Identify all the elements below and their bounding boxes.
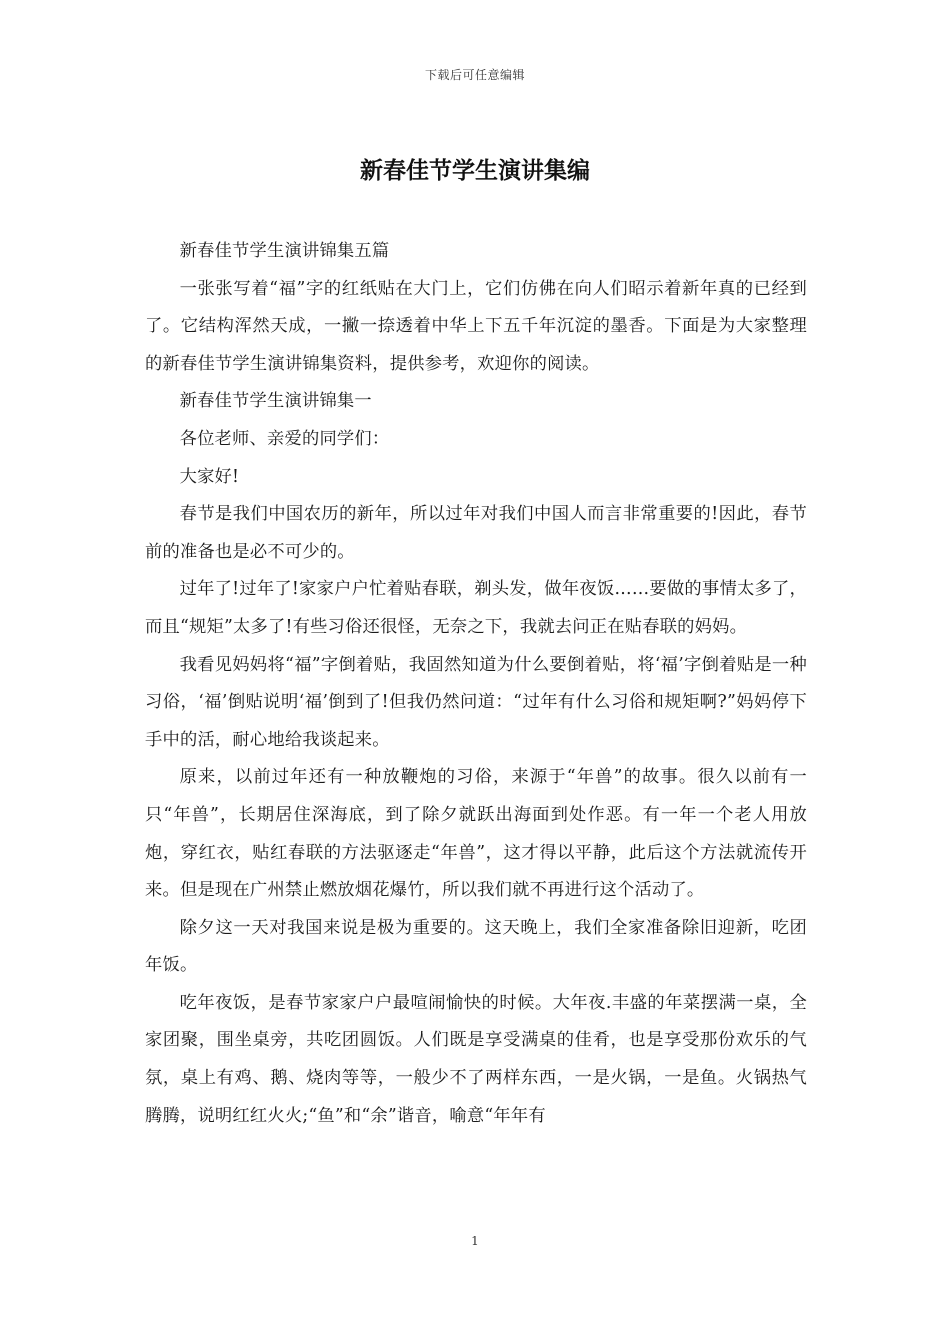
paragraph: 吃年夜饭，是春节家家户户最喧闹愉快的时候。大年夜.丰盛的年菜摆满一桌，全家团聚，围坐桌旁，共吃团圆饭。人们既是享受满桌的佳肴，也是享受那份欢乐的气氛，桌上有鸡、鹅、烧肉等等，一般少不了两样东西，一是火锅，一是鱼。火锅热气腾腾，说明红红火火;“鱼”和“余”谐音，喻意“年年有: [145, 992, 807, 1126]
paragraph-subtitle: 新春佳节学生演讲锦集五篇: [179, 241, 390, 261]
paragraph: 原来，以前过年还有一种放鞭炮的习俗，来源于“年兽”的故事。很久以前有一只“年兽”，长期居住深海底，到了除夕就跃出海面到处作恶。有一年一个老人用放炮，穿红衣，贴红春联的方法驱逐走“年兽”，这才得以平静，此后这个方法就流传开来。但是现在广州禁止燃放烟花爆竹，所以我们就不再进行这个活动了。: [145, 767, 807, 901]
page-number: 1: [471, 1234, 479, 1248]
paragraph: 春节是我们中国农历的新年，所以过年对我们中国人而言非常重要的!因此，春节前的准备也是必不可少的。: [145, 504, 807, 562]
paragraph: 过年了!过年了!家家户户忙着贴春联，剃头发，做年夜饭……要做的事情太多了，而且“规矩”太多了!有些习俗还很怪，无奈之下，我就去问正在贴春联的妈妈。: [145, 579, 807, 637]
document-title: 新春佳节学生演讲集编: [360, 157, 590, 184]
page-header-note: 下载后可任意编辑: [424, 68, 525, 82]
paragraph: 我看见妈妈将“福”字倒着贴，我固然知道为什么要倒着贴，将‘福’字倒着贴是一种习俗，‘福’倒贴说明‘福’倒到了!但我仍然问道：“过年有什么习俗和规矩啊?”妈妈停下手中的活，耐心地给我谈起来。: [145, 654, 807, 750]
paragraph-greeting: 大家好!: [179, 466, 240, 487]
document-body: [145, 233, 807, 1135]
paragraph: 除夕这一天对我国来说是极为重要的。这天晚上，我们全家准备除旧迎新，吃团年饭。: [145, 917, 807, 976]
paragraph-intro: 一张张写着“福”字的红纸贴在大门上，它们仿佛在向人们昭示着新年真的已经到了。它结构浑然天成，一撇一捺透着中华上下五千年沉淀的墨香。下面是为大家整理的新春佳节学生演讲锦集资料，提供参考，欢迎你的阅读。: [145, 278, 807, 374]
paragraph-section-heading: 新春佳节学生演讲锦集一: [179, 391, 372, 412]
paragraph-salutation: 各位老师、亲爱的同学们：: [179, 428, 390, 449]
